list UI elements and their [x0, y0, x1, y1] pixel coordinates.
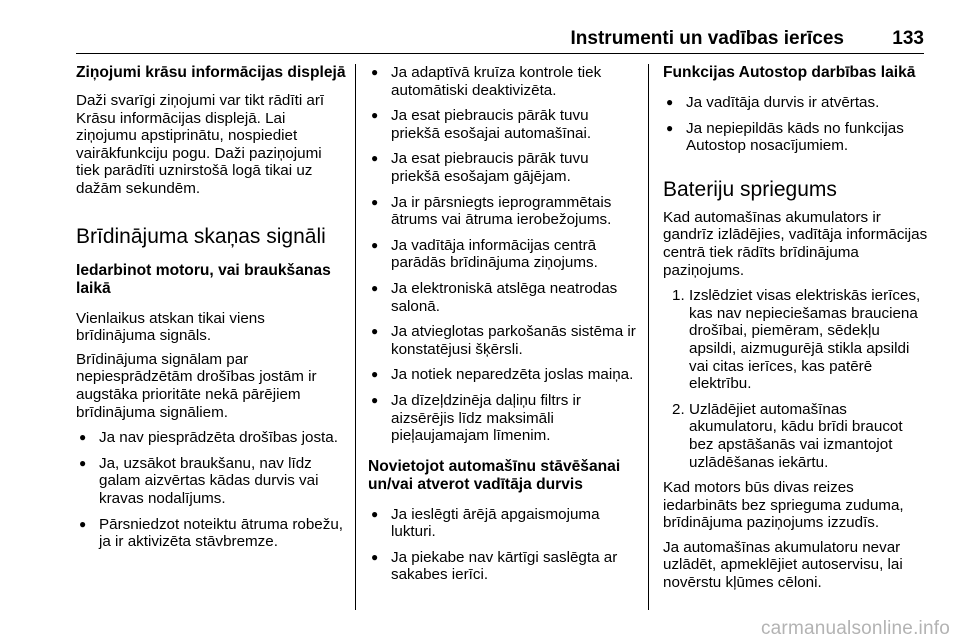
- heading-messages: Ziņojumi krāsu informācijas displejā: [76, 64, 346, 81]
- list-item: ● Ja vadītāja informācijas centrā parādās brīdinājuma ziņojums.: [368, 237, 636, 272]
- list-item: ● Ja atvieglotas parkošanās sistēma ir konstatējusi šķērsli.: [368, 323, 636, 358]
- list-item: ● Ja adaptīvā kruīza kontrole tiek automātiski deaktivizēta.: [368, 64, 636, 99]
- list-item: ● Ja ieslēgti ārējā apgaismojuma lukturi.: [368, 506, 636, 541]
- header-title: Instrumenti un vadības ierīces: [570, 28, 844, 49]
- heading-parking: Novietojot automašīnu stāvēšanai un/vai atverot vadītāja durvis: [368, 457, 621, 493]
- step-number: 2.: [672, 400, 685, 418]
- column-divider: [648, 64, 649, 610]
- list-item: ● Pārsniedzot noteiktu ātruma robežu, ja ir aktivizēta stāvbremze.: [76, 516, 346, 551]
- list-item: ● Ja vadītāja durvis ir atvērtas.: [663, 94, 931, 112]
- list-item: ● Ja notiek neparedzēta joslas maiņa.: [368, 366, 636, 384]
- paragraph-restart: Kad motors būs divas reizes iedarbināts bez sprieguma zuduma, brīdinājuma paziņojums izzudīs.: [663, 479, 904, 532]
- heading-starting-engine: Iedarbinot motoru, vai braukšanas laikā: [76, 261, 331, 297]
- paragraph-messages: Daži svarīgi ziņojumi var tikt rādīti arī Krāsu informācijas displejā. Lai ziņojumu apstiprinātu, nospiediet vairākfunkciju pogu. Daži paziņojumi tiek parādīti uznirstošā logā tikai uz dažām sekundēm.: [76, 92, 325, 197]
- paragraph-battery: Kad automašīnas akumulators ir gandrīz izlādējies, vadītāja informācijas centrā tiek rādīts brīdinājuma paziņojums.: [663, 208, 928, 279]
- paragraph-service: Ja automašīnas akumulatoru nevar uzlādēt, apmeklējiet autoservisu, lai novērstu kļūmes cēloni.: [663, 538, 903, 592]
- paragraph-seatbelt-priority: Brīdinājuma signālam par nepiesprādzētām drošības jostām ir augstāka prioritāte nekā pārējiem brīdinājuma signāliem.: [76, 350, 317, 421]
- heading-autostop: Funkcijas Autostop darbības laikā: [663, 64, 916, 81]
- step-item: [663, 287, 931, 393]
- list-item: ● Ja esat piebraucis pārāk tuvu priekšā esošajai automašīnai.: [368, 107, 636, 142]
- step-item: [663, 401, 931, 471]
- page-number: 133: [892, 28, 924, 49]
- step-text: Izslēdziet visas elektriskās ierīces, kas nav nepieciešamas brauciena drošībai, piemēram, sēdekļu apsildi, aizmugurējā stikla apsildi vai citas ierīces, kas patērē elektrību.: [689, 287, 921, 393]
- list-item: ● Ja nav piesprādzēta drošības josta.: [76, 429, 346, 447]
- column-divider: [355, 64, 356, 610]
- list-item: ● Ja ir pārsniegts ieprogrammētais ātrums vai ātruma ierobežojums.: [368, 194, 636, 229]
- heading-warning-chimes: Brīdinājuma skaņas signāli: [76, 224, 326, 248]
- list-item: ● Ja elektroniskā atslēga neatrodas salonā.: [368, 280, 636, 315]
- watermark-text: carmanualsonline.info: [760, 618, 950, 639]
- paragraph-single-chime: Vienlaikus atskan tikai viens brīdinājuma signāls.: [76, 309, 265, 345]
- column-3: [663, 64, 931, 592]
- list-item: ● Ja, uzsākot braukšanu, nav līdz galam aizvērtas kādas durvis vai kravas nodalījums.: [76, 455, 346, 508]
- column-1: [76, 64, 346, 551]
- list-item: ● Ja dīzeļdzinēja daļiņu filtrs ir aizsērējis līdz maksimāli pieļaujamajam līmenim.: [368, 392, 636, 445]
- list-item: ● Ja piekabe nav kārtīgi saslēgta ar sakabes ierīci.: [368, 549, 636, 584]
- heading-battery-voltage: Bateriju spriegums: [663, 177, 837, 201]
- page-header: [76, 27, 924, 54]
- step-number: 1.: [672, 287, 685, 305]
- column-2: [368, 64, 636, 584]
- list-item: ● Ja nepiepildās kāds no funkcijas Autostop nosacījumiem.: [663, 120, 931, 155]
- list-item: ● Ja esat piebraucis pārāk tuvu priekšā esošajam gājējam.: [368, 150, 636, 185]
- step-text: Uzlādējiet automašīnas akumulatoru, kādu brīdi braucot bez apstāšanās vai izmantojot uzlādēšanas iekārtu.: [689, 400, 903, 471]
